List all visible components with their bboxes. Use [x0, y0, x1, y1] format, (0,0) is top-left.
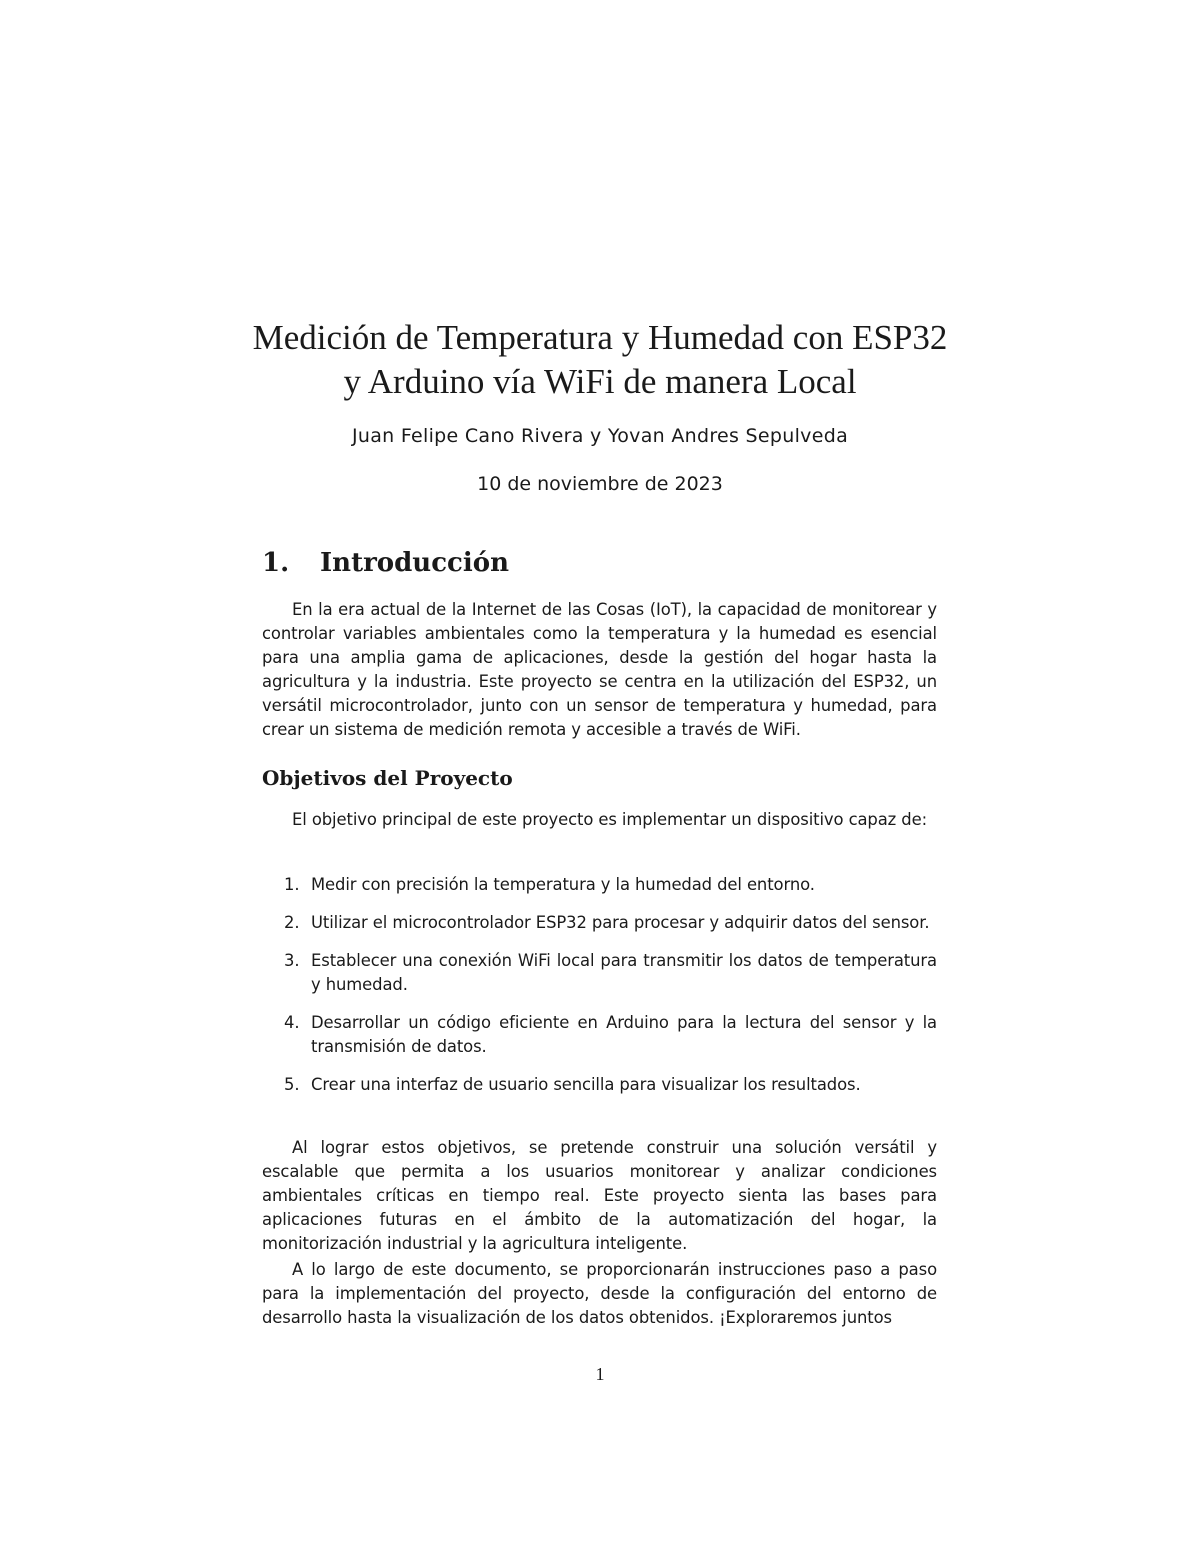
list-item-text: Desarrollar un código eficiente en Arduino para la lectura del sensor y la transmisión de datos. — [311, 1013, 937, 1056]
subsection-heading-objetivos: Objetivos del Proyecto — [262, 766, 513, 790]
section-heading-introduccion — [262, 548, 509, 578]
title-line-2: y Arduino vía WiFi de manera Local — [343, 362, 857, 401]
intro-paragraph: En la era actual de la Internet de las Cosas (IoT), la capacidad de monitorear y controlar variables ambientales como la temperatura y la humedad es esencial para una amplia gama de aplicaciones, desde la gestión del hogar hasta la agricultura y la industria. Este proyecto se centra en la utilización del ESP32, un versátil microcontrolador, junto con un sensor de temperatura y humedad, para crear un sistema de medición remota y accesible a través de WiFi. — [262, 600, 937, 739]
list-item-number: 5. — [284, 1075, 300, 1094]
title-line-1: Medición de Temperatura y Humedad con ESP32 — [252, 318, 948, 357]
list-item — [262, 1011, 937, 1059]
section-number: 1. — [262, 548, 290, 578]
list-item — [262, 1073, 937, 1097]
document-date: 10 de noviembre de 2023 — [477, 473, 723, 495]
list-item-text: Medir con precisión la temperatura y la humedad del entorno. — [311, 875, 815, 894]
list-item-number: 1. — [284, 875, 300, 894]
conclusion-paragraph: Al lograr estos objetivos, se pretende construir una solución versátil y escalable que permita a los usuarios monitorear y analizar condiciones ambientales críticas en tiempo real. Este proyecto sienta las bases para aplicaciones futuras en el ámbito de la automatización del hogar, la monitorización industrial y la agricultura inteligente. — [262, 1138, 937, 1253]
list-item-number: 2. — [284, 913, 300, 932]
list-item — [262, 949, 937, 997]
section-title: Introducción — [320, 548, 509, 578]
list-item — [262, 911, 937, 935]
list-item-text: Crear una interfaz de usuario sencilla para visualizar los resultados. — [311, 1075, 861, 1094]
list-item-text: Utilizar el microcontrolador ESP32 para procesar y adquirir datos del sensor. — [311, 913, 930, 932]
list-item-number: 3. — [284, 951, 300, 970]
list-item-text: Establecer una conexión WiFi local para transmitir los datos de temperatura y humedad. — [311, 951, 937, 994]
page-number: 1 — [595, 1364, 605, 1384]
objectives-intro-paragraph: El objetivo principal de este proyecto es implementar un dispositivo capaz de: — [292, 810, 927, 829]
list-item — [262, 873, 937, 897]
authors: Juan Felipe Cano Rivera y Yovan Andres Sepulveda — [351, 425, 849, 447]
closing-paragraph: A lo largo de este documento, se proporcionarán instrucciones paso a paso para la implementación del proyecto, desde la configuración del entorno de desarrollo hasta la visualización de los datos obtenidos. ¡Exploraremos juntos — [262, 1260, 937, 1327]
objectives-list — [262, 873, 937, 1111]
list-item-number: 4. — [284, 1013, 300, 1032]
document-title — [200, 316, 1000, 404]
